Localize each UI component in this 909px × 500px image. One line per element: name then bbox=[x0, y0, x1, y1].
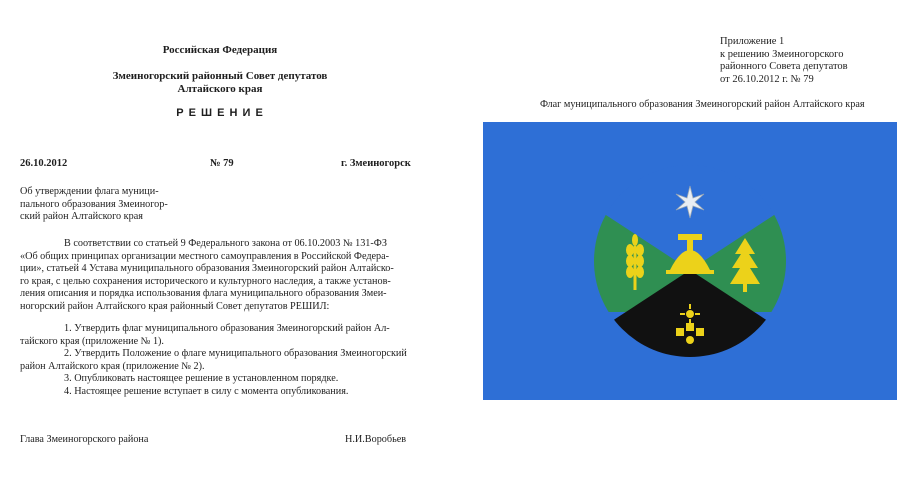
flag-svg bbox=[483, 122, 897, 400]
subject-line: ский район Алтайского края bbox=[20, 211, 143, 223]
body-line: ногорский район Алтайского края районный Совет депутатов РЕШИЛ: bbox=[20, 300, 330, 312]
appendix-header-line: к решению Змеиногорского bbox=[720, 48, 844, 60]
body-line: ления описания и порядка использования флага муниципального образования Змеи- bbox=[20, 288, 387, 300]
flag-image bbox=[483, 122, 897, 400]
council-heading-line1: Змеиногорский районный Совет депутатов bbox=[112, 70, 328, 82]
signature-title: Глава Змеиногорского района bbox=[20, 434, 149, 445]
country-heading: Российская Федерация bbox=[162, 44, 278, 56]
decision-items bbox=[20, 323, 430, 399]
decision-title: Р Е Ш Е Н И Е bbox=[176, 107, 264, 119]
appendix-header bbox=[720, 36, 890, 86]
appendix-header-line: от 26.10.2012 г. № 79 bbox=[720, 73, 814, 85]
signature-name: Н.И.Воробьев bbox=[345, 434, 407, 445]
subject-line: Об утверждении флага муници- bbox=[20, 186, 159, 197]
body-line: ции», статьей 4 Устава муниципального образования Змеиногорский район Алтайско- bbox=[20, 263, 394, 275]
appendix-header-line: районного Совета депутатов bbox=[720, 61, 848, 73]
item1-line: 1. Утвердить флаг муниципального образования Змеиногорский район Ал- bbox=[64, 323, 390, 334]
body-line: го края, с целью сохранения исторического и культурного наследия, а также установ- bbox=[20, 275, 391, 287]
appendix-header-line: Приложение 1 bbox=[720, 36, 785, 47]
item2-line: 2. Утвердить Положение о флаге муниципального образования Змеиногорский bbox=[64, 348, 407, 360]
council-heading-line2: Алтайского края bbox=[177, 83, 263, 95]
body-line: В соответствии со статьей 9 Федерального закона от 06.10.2003 № 131-ФЗ bbox=[64, 238, 387, 249]
item1-line: тайского края (приложение № 1). bbox=[20, 335, 164, 347]
decision-subject bbox=[20, 186, 220, 224]
decision-number: № 79 bbox=[210, 158, 234, 169]
item4-line: 4. Настоящее решение вступает в силу с момента опубликования. bbox=[64, 385, 349, 397]
subject-line: пального образования Змеиногор- bbox=[20, 198, 168, 210]
item2-line: район Алтайского края (приложение № 2). bbox=[20, 360, 205, 372]
decision-body bbox=[20, 238, 430, 314]
item3-line: 3. Опубликовать настоящее решение в установленном порядке. bbox=[64, 373, 339, 385]
flag-caption: Флаг муниципального образования Змеиногорский район Алтайского края bbox=[540, 99, 865, 110]
decision-place: г. Змеиногорск bbox=[341, 158, 411, 169]
body-line: «Об общих принципах организации местного самоуправления в Российской Федера- bbox=[20, 250, 390, 262]
decision-date: 26.10.2012 bbox=[20, 158, 68, 169]
